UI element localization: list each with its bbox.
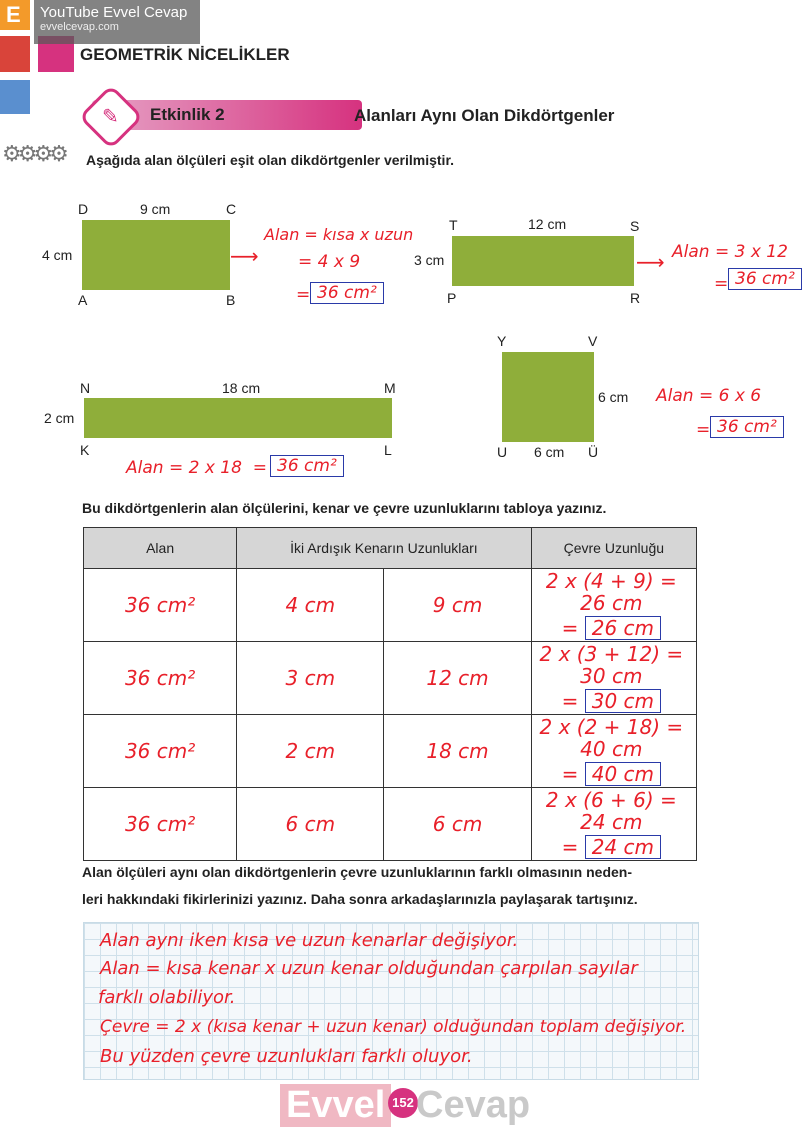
side-a-cell: 2 cm (237, 715, 384, 788)
vertex-label: U (497, 444, 508, 460)
vertex-label: Ü (588, 444, 599, 460)
vertex-label: B (226, 292, 236, 308)
square-yvuu (502, 352, 594, 442)
answer-line: farklı olabiliyor. (98, 987, 236, 1008)
question-line: Alan ölçüleri aynı olan dikdörtgenlerin çevre uzunluklarının farklı olmasının neden- (82, 864, 633, 880)
area-answer: 36 cm² (270, 455, 344, 477)
vertex-label: T (449, 217, 458, 233)
activity-label: Etkinlik 2 (150, 105, 225, 124)
area-answer: 36 cm² (310, 282, 384, 304)
area-answer: 36 cm² (728, 268, 802, 290)
area-work: Alan = kısa x uzun (264, 225, 414, 244)
perimeter-result: 24 cm (585, 835, 661, 859)
watermark-top (34, 0, 200, 44)
side-length: 6 cm (534, 444, 565, 460)
perimeter-calc: 2 x (4 + 9) = 26 cm (545, 569, 677, 615)
side-length: 6 cm (598, 389, 629, 405)
watermark-top-line2: evvelcevap.com (40, 21, 119, 33)
table-row (84, 788, 697, 861)
table-header: İki Ardışık Kenarın Uzunlukları (237, 528, 531, 569)
vertex-label: M (384, 380, 396, 396)
perimeter-cell (531, 569, 696, 642)
side-length: 18 cm (222, 380, 261, 396)
activity-banner (92, 96, 642, 136)
area-work: = (696, 420, 711, 440)
side-a-cell: 4 cm (237, 569, 384, 642)
vertex-label: N (80, 380, 91, 396)
table-header: Çevre Uzunluğu (531, 528, 696, 569)
area-work: Alan = 3 x 12 (672, 242, 788, 262)
arrow-icon: ⟶ (230, 244, 259, 268)
area-work: = (296, 285, 311, 305)
vertex-label: Y (497, 333, 507, 349)
perimeter-cell (531, 642, 696, 715)
area-cell: 36 cm² (84, 788, 237, 861)
gear-icon: ⚙⚙⚙⚙ (2, 141, 65, 166)
area-cell: 36 cm² (84, 642, 237, 715)
area-work: = 4 x 9 (298, 252, 361, 272)
vertex-label: D (78, 201, 89, 217)
perimeter-cell (531, 788, 696, 861)
table-row (84, 715, 697, 788)
activity-title: Alanları Aynı Olan Dikdörtgenler (354, 106, 615, 125)
perimeter-eq: = (561, 835, 579, 859)
vertex-label: R (630, 290, 641, 306)
intro-text: Aşağıda alan ölçüleri eşit olan dikdörtgenler verilmiştir. (86, 152, 455, 168)
vertex-label: P (447, 290, 457, 306)
section-title: GEOMETRİK NİCELİKLER (80, 45, 290, 64)
side-b-cell: 18 cm (384, 715, 531, 788)
corner-letter: E (6, 2, 21, 27)
side-length: 3 cm (414, 252, 445, 268)
perimeter-calc: 2 x (2 + 18) = 40 cm (539, 715, 684, 761)
side-a-cell: 6 cm (237, 788, 384, 861)
answer-line: Alan aynı iken kısa ve uzun kenarlar değişiyor. (100, 930, 519, 951)
page-number: 152 (388, 1088, 418, 1118)
table-instruction: Bu dikdörtgenlerin alan ölçülerini, kenar ve çevre uzunluklarını tabloya yazınız. (82, 500, 607, 516)
corner-square-blue (0, 80, 30, 114)
vertex-label: K (80, 442, 90, 458)
side-a-cell: 3 cm (237, 642, 384, 715)
side-length: 9 cm (140, 201, 171, 217)
side-b-cell: 12 cm (384, 642, 531, 715)
table-row (84, 642, 697, 715)
vertex-label: V (588, 333, 598, 349)
answer-line: Alan = kısa kenar x uzun kenar olduğundan çarpılan sayılar (100, 958, 638, 979)
vertex-label: A (78, 292, 88, 308)
watermark-top-line1: YouTube Evvel Cevap (40, 4, 188, 21)
footer-brand-right: Cevap (416, 1084, 531, 1126)
rectangle-nmkl (84, 398, 392, 438)
area-cell: 36 cm² (84, 715, 237, 788)
area-cell: 36 cm² (84, 569, 237, 642)
rectangle-abcd (82, 220, 230, 290)
perimeter-result: 26 cm (585, 616, 661, 640)
side-length: 2 cm (44, 410, 75, 426)
table-header-row (84, 528, 697, 569)
arrow-icon: ⟶ (636, 250, 665, 274)
perimeter-result: 30 cm (585, 689, 661, 713)
area-work: = (714, 274, 729, 294)
table-header: Alan (84, 528, 237, 569)
vertex-label: C (226, 201, 237, 217)
question-line: leri hakkındaki fikirlerinizi yazınız. Daha sonra arkadaşlarınızla paylaşarak tartışınız. (82, 891, 638, 907)
side-b-cell: 9 cm (384, 569, 531, 642)
side-length: 12 cm (528, 216, 567, 232)
perimeter-cell (531, 715, 696, 788)
answer-line: Çevre = 2 x (kısa kenar + uzun kenar) olduğundan toplam değişiyor. (100, 1017, 687, 1037)
area-work: Alan = 6 x 6 (656, 386, 762, 406)
perimeter-eq: = (561, 616, 579, 640)
corner-square-red (0, 36, 30, 72)
perimeter-eq: = (561, 762, 579, 786)
area-work: Alan = 2 x 18 = (126, 458, 267, 478)
perimeter-calc: 2 x (3 + 12) = 30 cm (539, 642, 684, 688)
vertex-label: L (384, 442, 392, 458)
perimeter-result: 40 cm (585, 762, 661, 786)
footer-brand-left: Evvel (280, 1084, 391, 1127)
vertex-label: S (630, 218, 640, 234)
side-b-cell: 6 cm (384, 788, 531, 861)
table-row (84, 569, 697, 642)
pencil-icon: ✎ (102, 106, 119, 128)
data-table (83, 527, 697, 861)
side-length: 4 cm (42, 247, 73, 263)
perimeter-eq: = (561, 689, 579, 713)
area-answer: 36 cm² (710, 416, 784, 438)
answer-line: Bu yüzden çevre uzunlukları farklı oluyor. (100, 1046, 473, 1067)
rectangle-tspr (452, 236, 634, 286)
perimeter-calc: 2 x (6 + 6) = 24 cm (545, 788, 677, 834)
